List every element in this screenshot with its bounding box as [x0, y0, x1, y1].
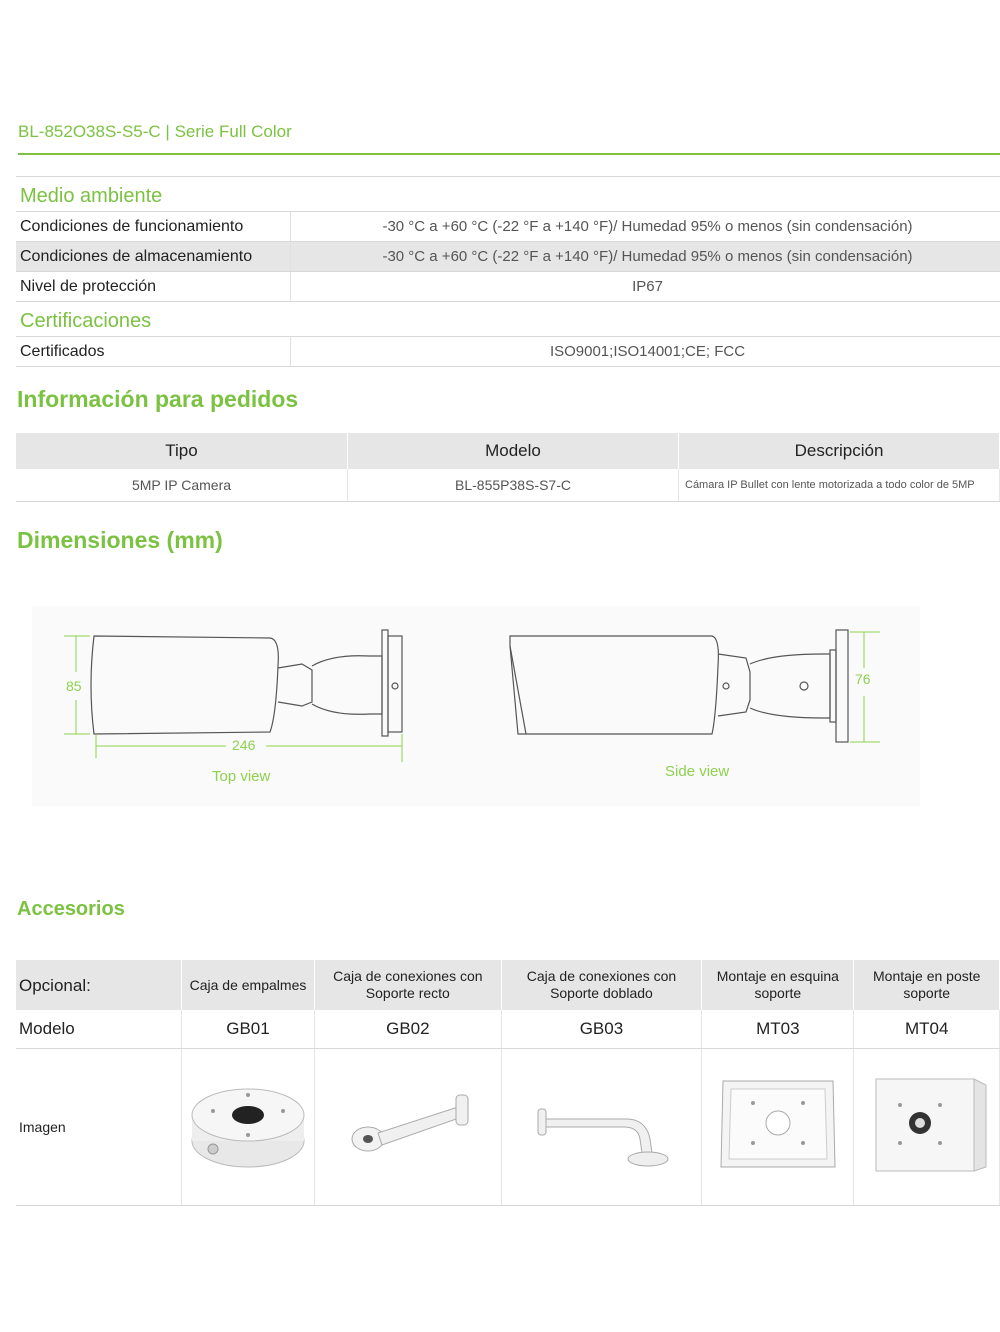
accessory-image-cell	[501, 1049, 702, 1206]
accessory-model-row	[16, 1010, 1000, 1049]
section-row-certifications	[16, 302, 1000, 337]
spec-label: Nivel de protección	[16, 272, 291, 302]
column-header: Tipo	[16, 433, 348, 469]
spec-row	[16, 212, 1000, 242]
column-header: Modelo	[348, 433, 679, 469]
bent-bracket-image	[526, 1081, 676, 1171]
spec-value: -30 °C a +60 °C (-22 °F a +140 °F)/ Humedad 95% o menos (sin condensación)	[291, 212, 1000, 242]
spec-row	[16, 272, 1000, 302]
dimension-length: 246	[232, 737, 256, 753]
header-rule	[18, 153, 1000, 155]
header-model: BL-852O38S-S5-C	[18, 122, 161, 141]
spec-value: IP67	[291, 272, 1000, 302]
corner-mount-image	[713, 1071, 843, 1181]
document-header	[18, 122, 292, 142]
accessory-name: Caja de empalmes	[182, 960, 315, 1010]
ordering-row	[16, 469, 1000, 502]
accessory-image-row	[16, 1049, 1000, 1206]
accessory-model: GB02	[315, 1010, 502, 1049]
dimension-drawing-svg	[32, 606, 920, 806]
spec-label: Certificados	[16, 337, 291, 367]
accessory-name: Montaje en poste soporte	[854, 960, 1000, 1010]
accessory-image-cell	[854, 1049, 1000, 1206]
accessory-name: Caja de conexiones con Soporte recto	[315, 960, 502, 1010]
row-label-optional: Opcional:	[16, 960, 182, 1010]
dimension-height-side: 76	[855, 671, 871, 687]
header-separator: |	[165, 122, 170, 141]
straight-bracket-image	[338, 1081, 478, 1171]
spec-row	[16, 337, 1000, 367]
row-label-model: Modelo	[16, 1010, 182, 1049]
spec-label: Condiciones de funcionamiento	[16, 212, 291, 242]
accessory-name: Caja de conexiones con Soporte doblado	[501, 960, 702, 1010]
ordering-description: Cámara IP Bullet con lente motorizada a todo color de 5MP	[679, 469, 1000, 502]
pole-mount-image	[862, 1071, 992, 1181]
section-title-certifications: Certificaciones	[16, 302, 1000, 337]
ordering-type: 5MP IP Camera	[16, 469, 348, 502]
spec-value: ISO9001;ISO14001;CE; FCC	[291, 337, 1000, 367]
accessories-title: Accesorios	[17, 898, 125, 920]
side-view-dimension-lines	[850, 632, 880, 742]
top-view-drawing	[91, 630, 402, 736]
accessory-model: GB01	[182, 1010, 315, 1049]
accessory-image-cell	[315, 1049, 502, 1206]
accessory-model: MT04	[854, 1010, 1000, 1049]
specs-table	[16, 176, 1000, 367]
accessory-name-row	[16, 960, 1000, 1010]
accessory-name: Montaje en esquina soporte	[702, 960, 854, 1010]
dimensions-title: Dimensiones (mm)	[17, 527, 223, 553]
spec-row	[16, 242, 1000, 272]
ordering-title: Información para pedidos	[17, 386, 299, 412]
side-view-drawing	[510, 630, 848, 742]
top-view-label: Top view	[212, 768, 271, 785]
side-view-label: Side view	[665, 763, 730, 780]
ordering-table	[16, 433, 1000, 502]
accessories-table	[16, 960, 1000, 1206]
ordering-model: BL-855P38S-S7-C	[348, 469, 679, 502]
dimensions-drawing	[32, 606, 920, 806]
dimension-height-top: 85	[66, 678, 82, 694]
section-title-environment: Medio ambiente	[16, 177, 1000, 212]
junction-box-image	[183, 1081, 313, 1171]
ordering-header-row	[16, 433, 1000, 469]
row-label-image: Imagen	[16, 1049, 182, 1206]
accessory-image-cell	[702, 1049, 854, 1206]
spec-label: Condiciones de almacenamiento	[16, 242, 291, 272]
accessory-image-cell	[182, 1049, 315, 1206]
column-header: Descripción	[679, 433, 1000, 469]
accessory-model: MT03	[702, 1010, 854, 1049]
accessory-model: GB03	[501, 1010, 702, 1049]
section-row-environment	[16, 177, 1000, 212]
header-series: Serie Full Color	[174, 122, 292, 141]
spec-value: -30 °C a +60 °C (-22 °F a +140 °F)/ Humedad 95% o menos (sin condensación)	[291, 242, 1000, 272]
